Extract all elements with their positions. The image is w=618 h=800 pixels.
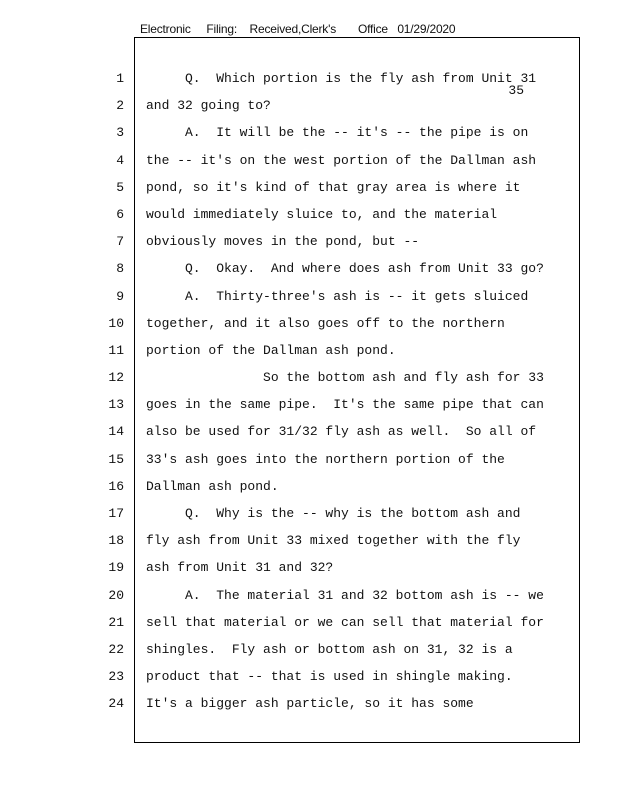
transcript-line: sell that material or we can sell that material for [146, 614, 544, 630]
line-number: 6 [116, 206, 124, 222]
transcript-line: Q. Okay. And where does ash from Unit 33 go? [146, 261, 544, 277]
line-number: 20 [108, 587, 124, 603]
transcript-line: shingles. Fly ash or bottom ash on 31, 32 is a [146, 641, 513, 657]
transcript-line: fly ash from Unit 33 mixed together with the fly [146, 533, 521, 549]
transcript-line: product that -- that is used in shingle making. [146, 669, 513, 685]
transcript-line: A. It will be the -- it's -- the pipe is on [146, 125, 529, 141]
line-number: 9 [116, 288, 124, 304]
line-number: 12 [108, 370, 124, 386]
transcript-line: A. The material 31 and 32 bottom ash is -- we [146, 587, 544, 603]
transcript-line: Q. Which portion is the fly ash from Unit 31 [146, 71, 537, 86]
filing-stamp-part: 01/29/2020 [397, 22, 456, 36]
line-number-column [96, 70, 124, 723]
line-number: 4 [116, 152, 124, 168]
transcript-line: also be used for 31/32 fly ash as well. So all of [146, 424, 537, 440]
line-number: 14 [108, 424, 124, 440]
transcript-line: would immediately sluice to, and the material [146, 206, 498, 222]
transcript-line: pond, so it's kind of that gray area is where it [146, 179, 521, 195]
line-number: 7 [116, 234, 124, 250]
line-number: 19 [108, 560, 124, 576]
line-number: 23 [108, 669, 124, 685]
line-number: 2 [116, 98, 124, 114]
transcript-line: and 32 going to? [146, 98, 271, 114]
line-number: 11 [108, 342, 124, 358]
filing-stamp-part: Electronic [140, 22, 191, 36]
transcript-line: portion of the Dallman ash pond. [146, 342, 396, 358]
line-number: 13 [108, 397, 124, 413]
filing-stamp-part: Office [357, 22, 388, 36]
filing-stamp-part: Filing: [206, 22, 237, 36]
line-number: 10 [108, 315, 124, 331]
transcript-line: ash from Unit 31 and 32? [146, 560, 334, 576]
page-number: 35 [508, 83, 524, 98]
transcript-line: the -- it's on the west portion of the Dallman ash [146, 152, 537, 168]
transcript-line: goes in the same pipe. It's the same pipe that can [146, 397, 544, 413]
transcript-line: A. Thirty-three's ash is -- it gets sluiced [146, 288, 529, 304]
transcript-line: 33's ash goes into the northern portion of the [146, 451, 505, 467]
transcript-line: So the bottom ash and fly ash for 33 [146, 370, 544, 386]
line-number: 17 [108, 506, 124, 521]
transcript-line: together, and it also goes off to the northern [146, 315, 505, 331]
line-number: 18 [108, 533, 124, 549]
line-number: 16 [108, 478, 124, 494]
line-number: 8 [116, 261, 124, 277]
transcript-lines [146, 70, 576, 723]
line-number: 21 [108, 614, 124, 630]
filing-stamp-part: Received,Clerk's [249, 22, 337, 36]
transcript-line: Q. Why is the -- why is the bottom ash and [146, 506, 521, 521]
line-number: 15 [108, 451, 124, 467]
filing-stamp [140, 22, 455, 36]
line-number: 3 [116, 125, 124, 141]
line-number: 24 [108, 696, 124, 712]
transcript-line: obviously moves in the pond, but -- [146, 234, 420, 250]
line-number: 1 [116, 71, 124, 86]
transcript-line: It's a bigger ash particle, so it has some [146, 696, 474, 712]
line-number: 5 [116, 179, 124, 195]
line-number: 22 [108, 641, 124, 657]
transcript-line: Dallman ash pond. [146, 478, 279, 494]
